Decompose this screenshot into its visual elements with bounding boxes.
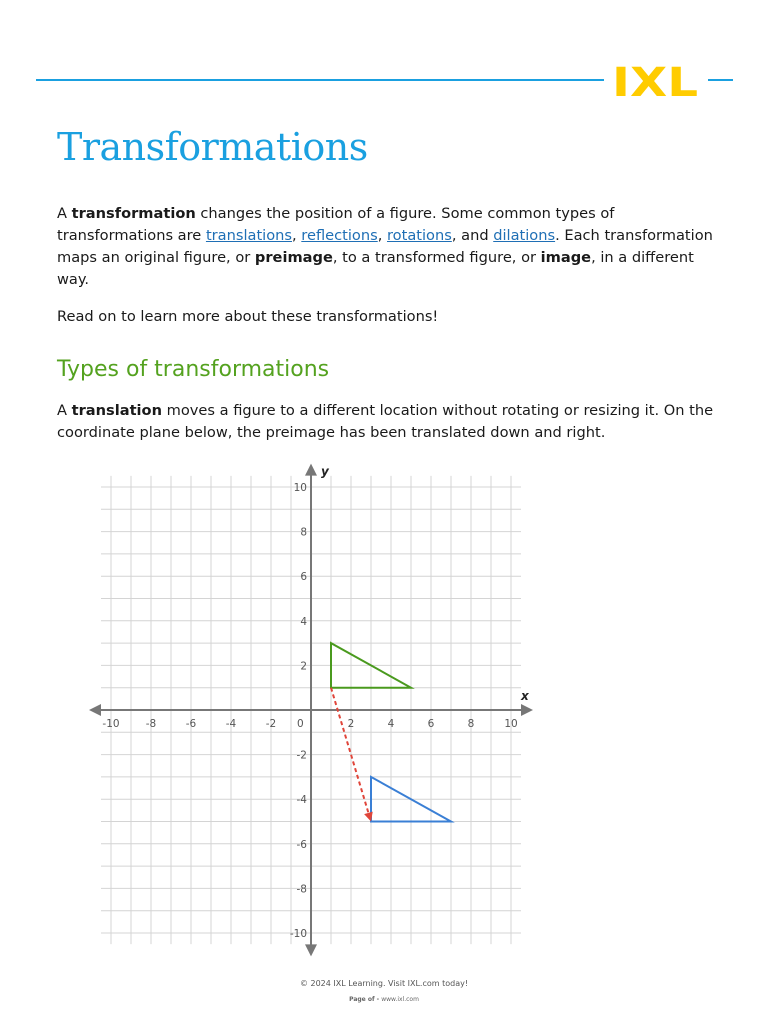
y-tick-label: 6 <box>300 571 307 584</box>
link-reflections[interactable]: reflections <box>301 227 378 244</box>
read-on-paragraph: Read on to learn more about these transformations! <box>57 308 439 325</box>
page-title: Transformations <box>57 125 368 169</box>
x-tick-label: 6 <box>427 718 435 730</box>
x-axis-arrow-right <box>521 704 533 716</box>
link-rotations[interactable]: rotations <box>387 227 452 244</box>
intro-paragraph: A transformation changes the position of a figure. Some common types of transformations are translations, reflections, rotations, and dilations. Each transformation maps an original figure, or preimage, to a transformed figure, or image, in a different way. <box>57 205 713 288</box>
y-tick-label: 8 <box>300 526 307 539</box>
footer-copyright: © 2024 IXL Learning. Visit IXL.com today! <box>299 979 469 988</box>
y-tick-label: -8 <box>296 883 307 896</box>
x-tick-label: 4 <box>387 718 395 730</box>
x-tick-label: 2 <box>347 718 355 730</box>
y-tick-label: -6 <box>296 838 307 851</box>
x-tick-label: 0 <box>297 718 304 730</box>
y-axis-arrow-up <box>305 464 317 476</box>
section-heading: Types of transformations <box>57 357 330 382</box>
x-tick-label: 10 <box>504 718 518 730</box>
term-image: image <box>540 249 592 266</box>
x-tick-label: -4 <box>225 718 237 730</box>
ixl-logo-text: IXL <box>612 64 698 98</box>
link-dilations[interactable]: dilations <box>493 227 556 244</box>
term-transformation: transformation <box>71 205 196 222</box>
term-preimage: preimage <box>254 249 333 266</box>
x-tick-label: -2 <box>265 718 277 730</box>
translation-arrow-line <box>331 688 368 813</box>
translation-paragraph: A translation moves a figure to a different location without rotating or resizing it. On the coordinate plane below, the preimage has been translated down and right. <box>57 402 714 441</box>
y-axis-arrow-down <box>305 944 317 956</box>
x-tick-label: -6 <box>185 718 197 730</box>
y-tick-label: 4 <box>300 615 307 628</box>
y-tick-label: -2 <box>296 749 307 762</box>
footer-page-line: Page of - www.ixl.com <box>349 996 419 1003</box>
x-tick-label: -8 <box>145 718 157 730</box>
y-tick-label: 2 <box>300 660 307 673</box>
term-translation: translation <box>71 402 162 419</box>
y-tick-label: 10 <box>293 482 307 494</box>
y-axis-label: y <box>321 464 329 479</box>
y-tick-label: -10 <box>289 928 307 940</box>
x-tick-label: -10 <box>102 718 120 730</box>
link-translations[interactable]: translations <box>205 227 293 244</box>
x-tick-label: 8 <box>467 718 475 730</box>
x-axis-arrow-left <box>89 704 101 716</box>
y-tick-label: -4 <box>296 794 307 807</box>
x-axis-label: x <box>521 689 529 703</box>
